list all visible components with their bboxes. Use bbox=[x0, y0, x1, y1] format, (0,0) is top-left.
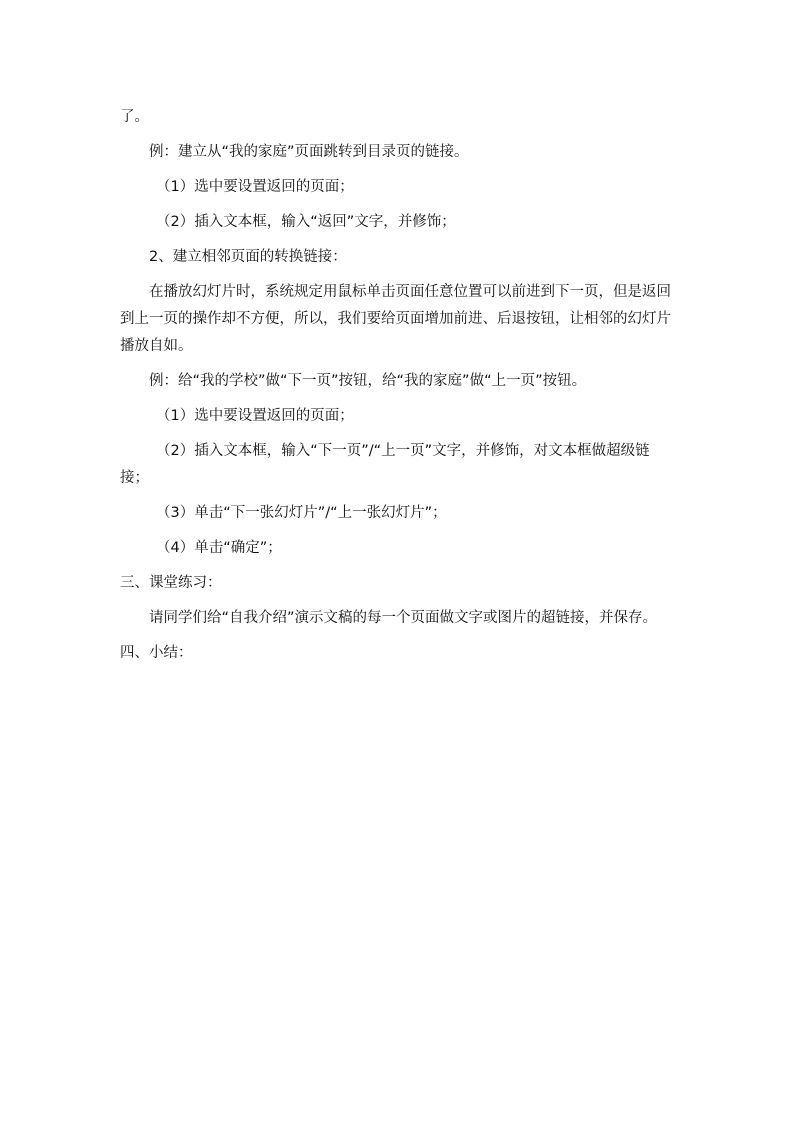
document-body bbox=[120, 104, 674, 675]
section-heading-2: 2、建立相邻页面的转换链接： bbox=[149, 249, 347, 265]
paragraph-step-2: （2）插入文本框，输入“返回”文字，并修饰； bbox=[156, 214, 456, 230]
paragraph-explanation: 在播放幻灯片时，系统规定用鼠标单击页面任意位置可以前进到下一页，但是返回到上一页的操作却不方便，所以，我们要给页面增加前进、后退按钮，让相邻的幻灯片播放自如。 bbox=[120, 284, 671, 354]
paragraph-step-4: （2）插入文本框，输入“下一页”/“上一页”文字，并修饰，对文本框做超级链接； bbox=[120, 443, 650, 486]
paragraph-example-1: 例：建立从“我的家庭”页面跳转到目录页的链接。 bbox=[149, 144, 469, 160]
section-heading-4: 四、小结： bbox=[120, 645, 193, 661]
paragraph-step-5: （3）单击“下一张幻灯片”/“上一张幻灯片”； bbox=[156, 505, 447, 521]
paragraph-practice: 请同学们给“自我介绍”演示文稿的每一个页面做文字或图片的超链接，并保存。 bbox=[149, 610, 658, 626]
paragraph-step-1: （1）选中要设置返回的页面； bbox=[156, 179, 354, 195]
section-heading-3: 三、课堂练习： bbox=[120, 575, 222, 591]
paragraph-continuation: 了。 bbox=[120, 109, 149, 125]
paragraph-example-2: 例：给“我的学校”做“下一页”按钮，给“我的家庭”做“上一页”按钮。 bbox=[149, 373, 587, 389]
paragraph-step-6: （4）单击“确定”； bbox=[156, 540, 282, 556]
paragraph-step-3: （1）选中要设置返回的页面； bbox=[156, 408, 354, 424]
